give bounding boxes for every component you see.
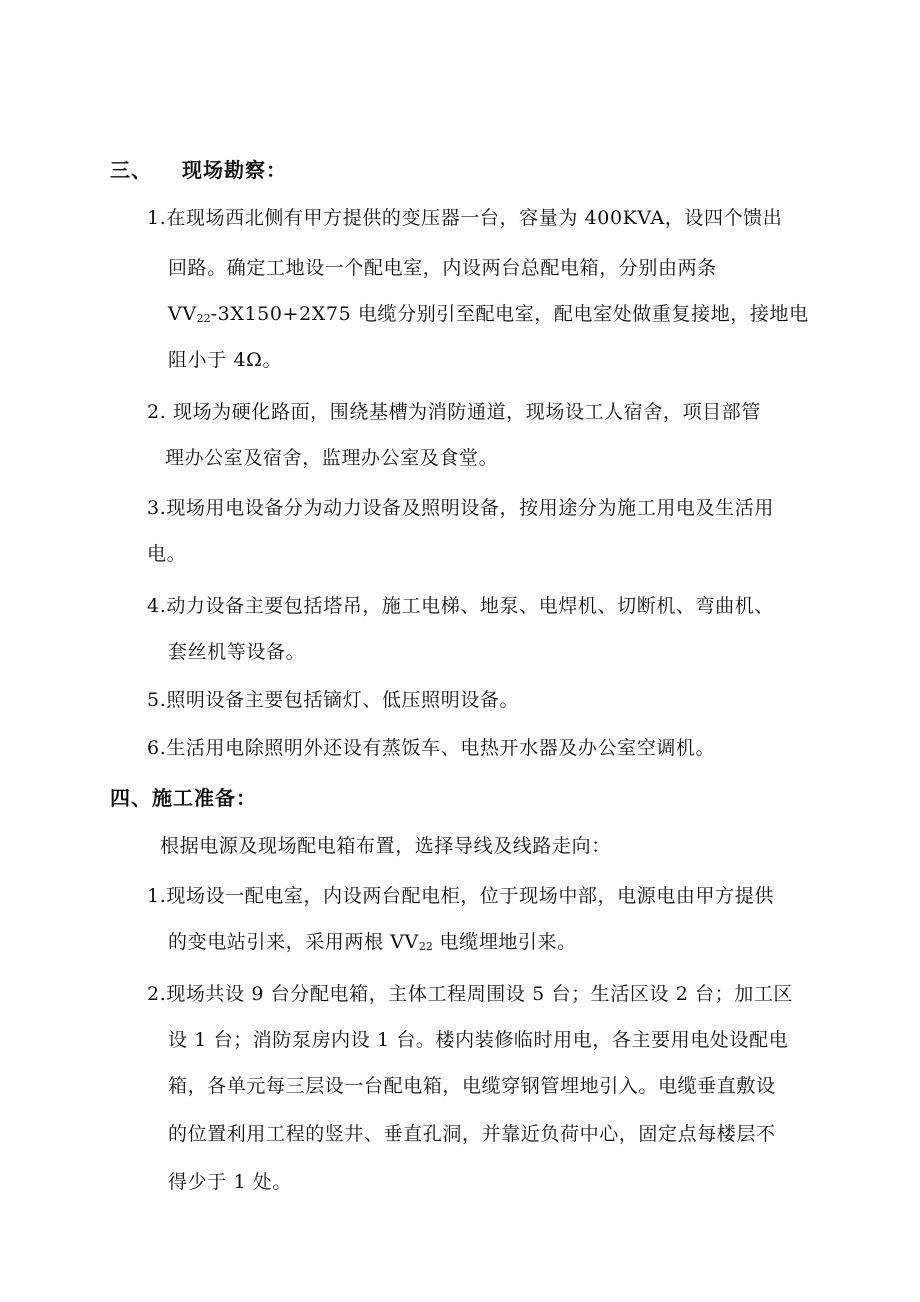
s3-item-1-line-1: 1.在现场西北侧有甲方提供的变压器一台，容量为 400KVA，设四个馈出	[147, 207, 783, 229]
section-3-title: 现场勘察：	[182, 158, 287, 182]
s4-item-1-line-1: 1.现场设一配电室，内设两台配电柜，位于现场中部，电源电由甲方提供	[147, 885, 774, 907]
s4-item-2-line-2: 设 1 台；消防泵房内设 1 台。楼内装修临时用电，各主要用电处设配电	[168, 1029, 789, 1051]
s3-item-4-line-1: 4.动力设备主要包括塔吊，施工电梯、地泵、电焊机、切断机、弯曲机、	[147, 595, 774, 617]
s4-intro: 根据电源及现场配电箱布置，选择导线及线路走向：	[160, 835, 611, 857]
s4-item-2-line-5: 得少于 1 处。	[168, 1171, 292, 1193]
s3-item-4-line-2: 套丝机等设备。	[168, 641, 306, 663]
s3-item-1-line-4: 阻小于 4Ω。	[168, 349, 283, 371]
s3-item-6-line-1: 6.生活用电除照明外还设有蒸饭车、电热开水器及办公室空调机。	[147, 737, 716, 759]
s3-item-2-line-2: 理办公室及宿舍，监理办公室及食堂。	[165, 447, 499, 469]
cable-model-prefix: VV	[168, 303, 197, 325]
s4-item-2-line-1: 2.现场共设 9 台分配电箱，主体工程周围设 5 台；生活区设 2 台；加工区	[147, 983, 794, 1005]
s4-item-2-line-3: 箱，各单元每三层设一台配电箱，电缆穿钢管埋地引入。电缆垂直敷设	[168, 1075, 776, 1097]
s3-item-5-line-1: 5.照明设备主要包括镝灯、低压照明设备。	[147, 689, 520, 711]
s3-item-3-line-1: 3.现场用电设备分为动力设备及照明设备，按用途分为施工用电及生活用	[147, 497, 774, 519]
s3-item-1-line-3	[168, 302, 809, 326]
section-3-heading	[110, 158, 287, 182]
cable-model-subscript: 22	[196, 312, 211, 325]
s4-item-1-line-2-pre: 的变电站引来，采用两根 VV	[168, 931, 419, 953]
section-3-number: 三、	[110, 158, 152, 182]
s3-item-3-line-2: 电。	[147, 543, 187, 565]
s4-item-2-line-4: 的位置利用工程的竖井、垂直孔洞，并靠近负荷中心，固定点每楼层不	[168, 1123, 776, 1145]
s3-item-2-line-1: 2. 现场为硬化路面，围绕基槽为消防通道，现场设工人宿舍，项目部管	[147, 401, 761, 423]
cable-spec-text: -3X150+2X75 电缆分别引至配电室，配电室处做重复接地，接地电	[210, 303, 809, 325]
s4-item-1-line-2	[168, 930, 577, 954]
s4-cable-subscript: 22	[418, 940, 433, 953]
section-4-heading: 四、施工准备：	[110, 786, 257, 810]
s4-item-1-line-2-post: 电缆埋地引来。	[432, 931, 577, 953]
s3-item-1-line-2: 回路。确定工地设一个配电室，内设两台总配电箱，分别由两条	[168, 257, 717, 279]
